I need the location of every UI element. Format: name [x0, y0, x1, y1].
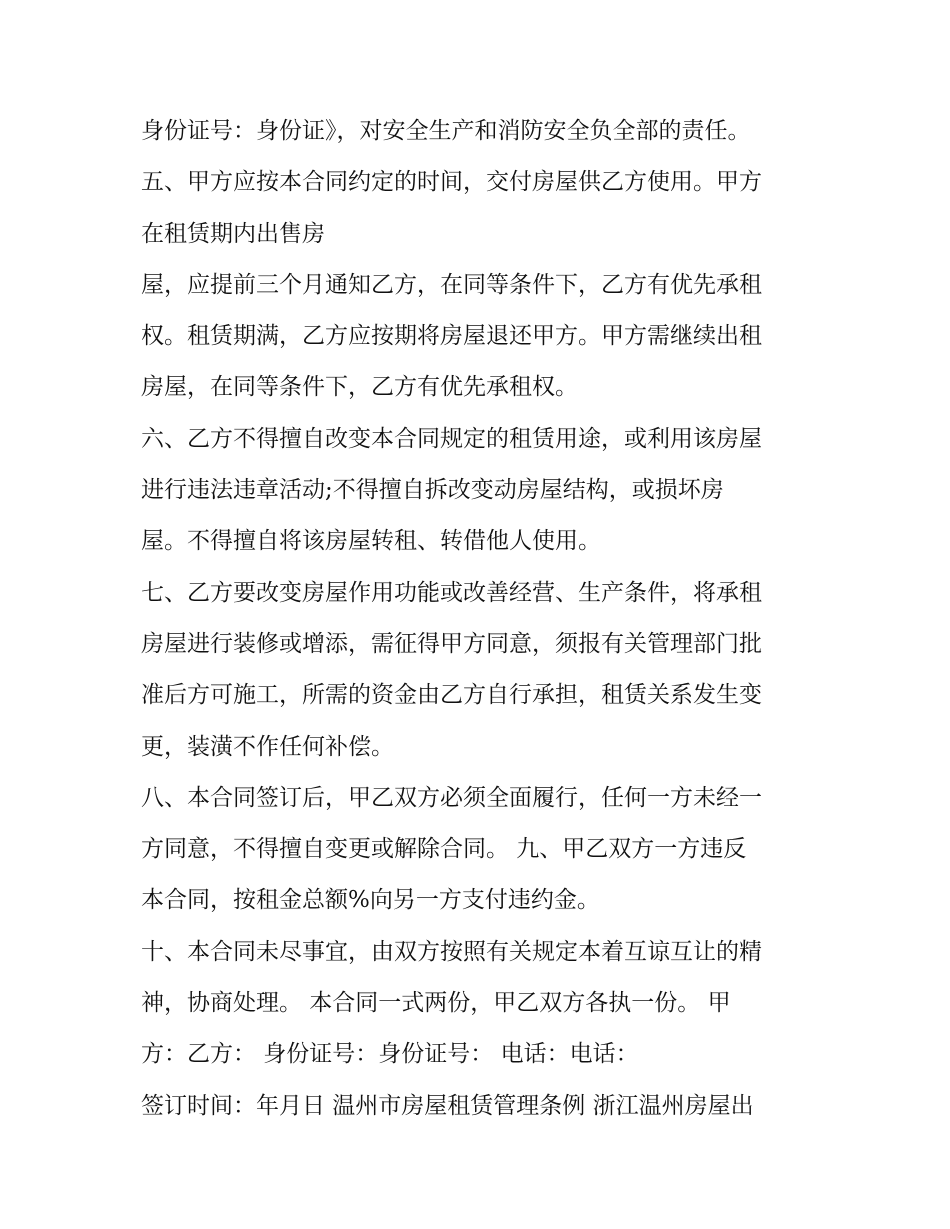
- text-line: 十、本合同未尽事宜，由双方按照有关规定本着互谅互让的精: [141, 938, 762, 965]
- text-line: 进行违法违章活动;不得擅自拆改变动房屋结构，或损坏房: [141, 477, 724, 504]
- text-line: 签订时间：年月日 温州市房屋租赁管理条例 浙江温州房屋出: [141, 1092, 754, 1119]
- text-line: 方：乙方： 身份证号：身份证号： 电话：电话：: [141, 1041, 639, 1068]
- text-line: 房屋进行装修或增添，需征得甲方同意，须报有关管理部门批: [141, 630, 762, 657]
- text-line: 更，装潢不作任何补偿。: [141, 733, 394, 760]
- text-line: 屋。不得擅自将该房屋转租、转借他人使用。: [141, 528, 601, 555]
- text-line: 五、甲方应按本合同约定的时间，交付房屋供乙方使用。甲方: [141, 169, 762, 196]
- text-line: 七、乙方要改变房屋作用功能或改善经营、生产条件，将承租: [141, 579, 762, 606]
- document-body: [141, 106, 821, 1132]
- text-line: 权。租赁期满，乙方应按期将房屋退还甲方。甲方需继续出租: [141, 323, 762, 350]
- text-line: 神，协商处理。 本合同一式两份，甲乙双方各执一份。 甲: [141, 990, 731, 1017]
- text-line: 在租赁期内出售房: [141, 220, 325, 247]
- text-line: 房屋，在同等条件下，乙方有优先承租权。: [141, 374, 578, 401]
- text-line: 方同意，不得擅自变更或解除合同。 九、甲乙双方一方违反: [141, 836, 747, 863]
- text-line: 屋，应提前三个月通知乙方，在同等条件下，乙方有优先承租: [141, 271, 762, 298]
- text-line: 身份证号：身份证》，对安全生产和消防安全负全部的责任。: [141, 118, 751, 144]
- text-line: 准后方可施工，所需的资金由乙方自行承担，租赁关系发生变: [141, 682, 762, 709]
- text-line: 八、本合同签订后，甲乙双方必须全面履行，任何一方未经一: [141, 784, 762, 811]
- text-line: 本合同，按租金总额%向另一方支付违约金。: [141, 887, 600, 914]
- text-line: 六、乙方不得擅自改变本合同规定的租赁用途，或利用该房屋: [141, 425, 762, 452]
